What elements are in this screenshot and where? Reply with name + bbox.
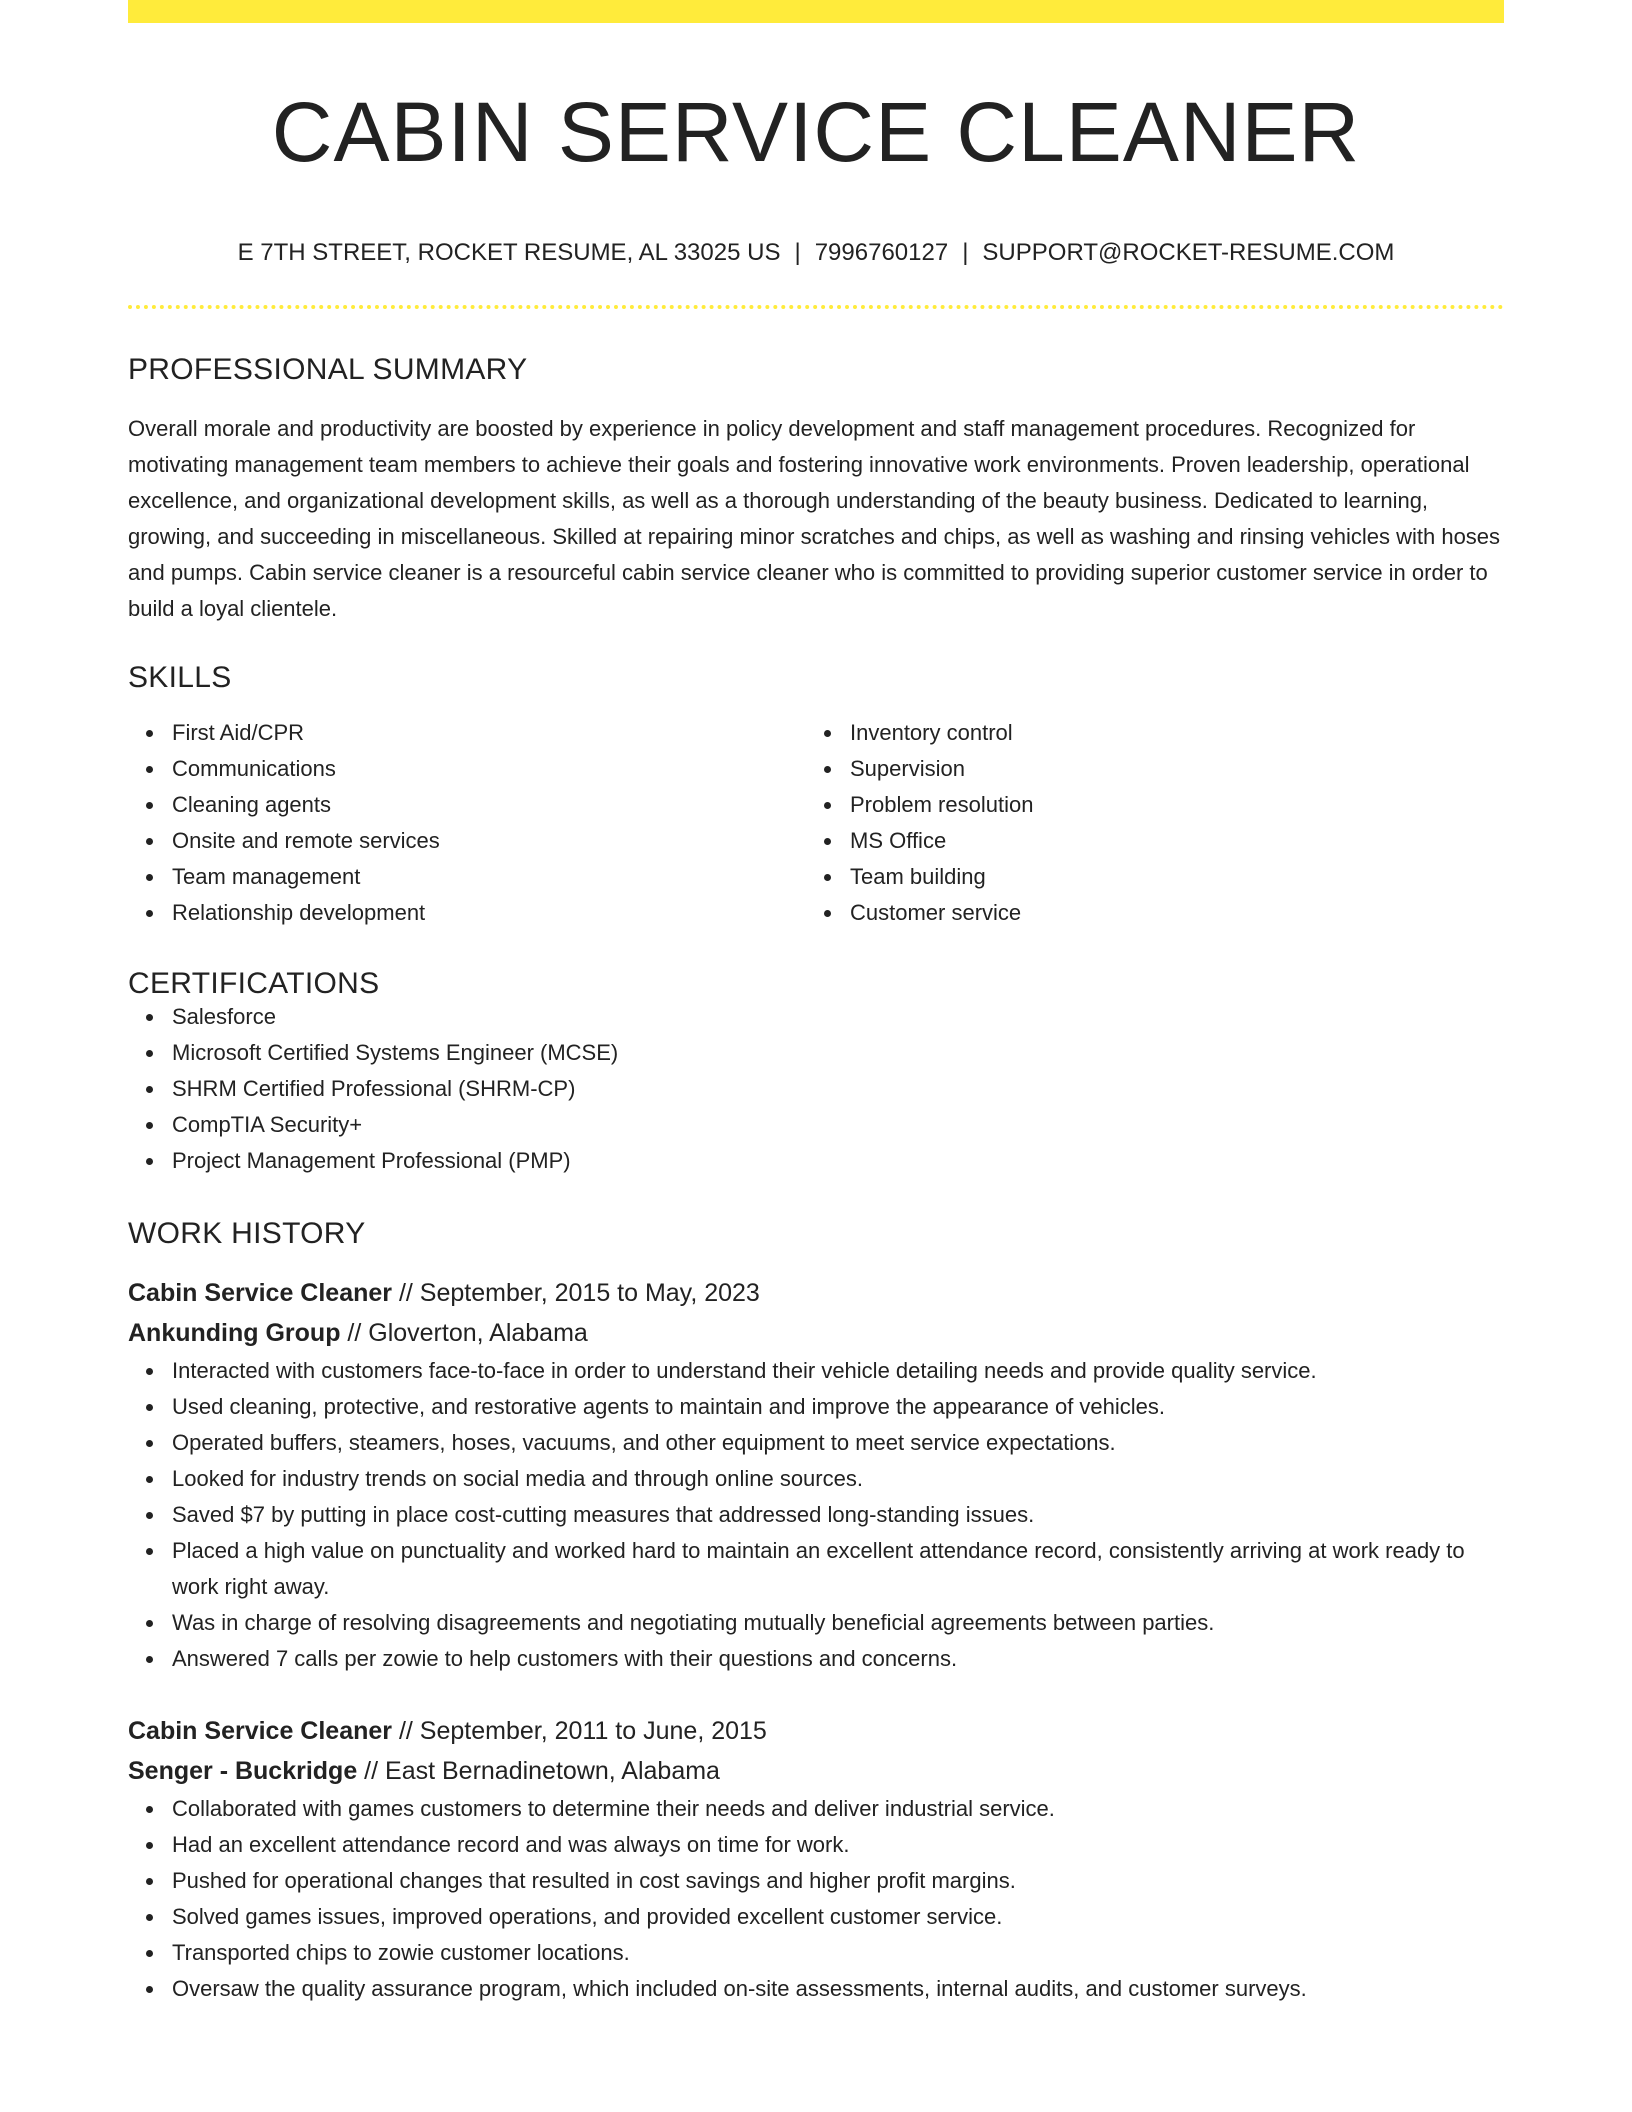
job-duty-item: Operated buffers, steamers, hoses, vacuums, and other equipment to meet service expectations. [172, 1425, 1504, 1461]
skill-item: Onsite and remote services [172, 823, 806, 859]
job-duty-item: Placed a high value on punctuality and worked hard to maintain an excellent attendance record, consistently arriving at work ready to work right away. [172, 1533, 1504, 1605]
skill-item: Problem resolution [850, 787, 1484, 823]
candidate-name: CABIN SERVICE CLEANER [271, 85, 1361, 179]
job-company: Senger - Buckridge [128, 1757, 358, 1785]
job-duty-item: Solved games issues, improved operations, and provided excellent customer service. [172, 1899, 1504, 1935]
job-location: // Gloverton, Alabama [340, 1319, 588, 1347]
skill-item: Team building [850, 859, 1484, 895]
job-company-line [128, 1313, 1504, 1353]
certification-item: SHRM Certified Professional (SHRM-CP) [172, 1071, 1504, 1107]
skill-item: Communications [172, 751, 806, 787]
job-duties-list [128, 1791, 1504, 2007]
accent-top-bar [128, 0, 1504, 23]
skill-item: Relationship development [172, 895, 806, 931]
job-duty-item: Answered 7 calls per zowie to help customers with their questions and concerns. [172, 1641, 1504, 1677]
job-location: // East Bernadinetown, Alabama [357, 1757, 720, 1785]
contact-address: E 7TH STREET, ROCKET RESUME, AL 33025 US [237, 239, 781, 266]
job-company-line [128, 1751, 1504, 1791]
job-title-line [128, 1273, 1504, 1313]
job-entry [128, 1273, 1504, 1677]
skill-item: Customer service [850, 895, 1484, 931]
skill-item: MS Office [850, 823, 1484, 859]
skills-list-right [806, 715, 1484, 931]
certifications-heading: CERTIFICATIONS [128, 967, 380, 1000]
contact-line [128, 241, 1504, 265]
contact-phone: 7996760127 [814, 239, 949, 266]
job-title: Cabin Service Cleaner [128, 1279, 393, 1307]
skills-column-left [128, 715, 806, 931]
skill-item: First Aid/CPR [172, 715, 806, 751]
skills-list-left [128, 715, 806, 931]
certification-item: Salesforce [172, 999, 1504, 1035]
summary-heading: PROFESSIONAL SUMMARY [128, 353, 528, 386]
skill-item: Cleaning agents [172, 787, 806, 823]
skill-item: Supervision [850, 751, 1484, 787]
summary-text: Overall morale and productivity are boosted by experience in policy development and staff management procedures. Recognized for motivating management team members to achieve their goals and fostering innovative work environments. Proven leadership, operational excellence, and organizational development skills, as well as a thorough understanding of the beauty business. Dedicated to learning, growing, and succeeding in miscellaneous. Skilled at repairing minor scratches and chips, as well as washing and rinsing vehicles with hoses and pumps. Cabin service cleaner is a resourceful cabin service cleaner who is committed to providing superior customer service in order to build a loyal clientele. [128, 416, 1501, 621]
job-company: Ankunding Group [128, 1319, 341, 1347]
skills-grid [128, 715, 1504, 931]
job-duty-item: Had an excellent attendance record and was always on time for work. [172, 1827, 1504, 1863]
job-duty-item: Collaborated with games customers to determine their needs and deliver industrial service. [172, 1791, 1504, 1827]
job-title: Cabin Service Cleaner [128, 1717, 393, 1745]
certifications-list [128, 999, 1504, 1179]
job-duty-item: Was in charge of resolving disagreements and negotiating mutually beneficial agreements between parties. [172, 1605, 1504, 1641]
skill-item: Team management [172, 859, 806, 895]
job-entry [128, 1711, 1504, 2007]
certification-item: CompTIA Security+ [172, 1107, 1504, 1143]
work-history-list [128, 1273, 1504, 2007]
dotted-divider [128, 305, 1504, 309]
certification-item: Microsoft Certified Systems Engineer (MCSE) [172, 1035, 1504, 1071]
skills-heading: SKILLS [128, 661, 232, 694]
job-duty-item: Used cleaning, protective, and restorative agents to maintain and improve the appearance of vehicles. [172, 1389, 1504, 1425]
contact-email[interactable]: SUPPORT@ROCKET-RESUME.COM [982, 239, 1395, 266]
job-duty-item: Interacted with customers face-to-face in order to understand their vehicle detailing needs and provide quality service. [172, 1353, 1504, 1389]
job-duty-item: Saved $7 by putting in place cost-cutting measures that addressed long-standing issues. [172, 1497, 1504, 1533]
job-dates: // September, 2015 to May, 2023 [392, 1279, 760, 1307]
job-duty-item: Transported chips to zowie customer locations. [172, 1935, 1504, 1971]
contact-separator: | [962, 239, 969, 266]
contact-separator: | [794, 239, 801, 266]
job-dates: // September, 2011 to June, 2015 [392, 1717, 767, 1745]
job-duties-list [128, 1353, 1504, 1677]
job-duty-item: Looked for industry trends on social media and through online sources. [172, 1461, 1504, 1497]
job-title-line [128, 1711, 1504, 1751]
skill-item: Inventory control [850, 715, 1484, 751]
certification-item: Project Management Professional (PMP) [172, 1143, 1504, 1179]
resume-page [128, 0, 1504, 2007]
job-duty-item: Pushed for operational changes that resulted in cost savings and higher profit margins. [172, 1863, 1504, 1899]
job-duty-item: Oversaw the quality assurance program, which included on-site assessments, internal audits, and customer surveys. [172, 1971, 1504, 2007]
skills-column-right [806, 715, 1484, 931]
work-history-heading: WORK HISTORY [128, 1217, 366, 1250]
